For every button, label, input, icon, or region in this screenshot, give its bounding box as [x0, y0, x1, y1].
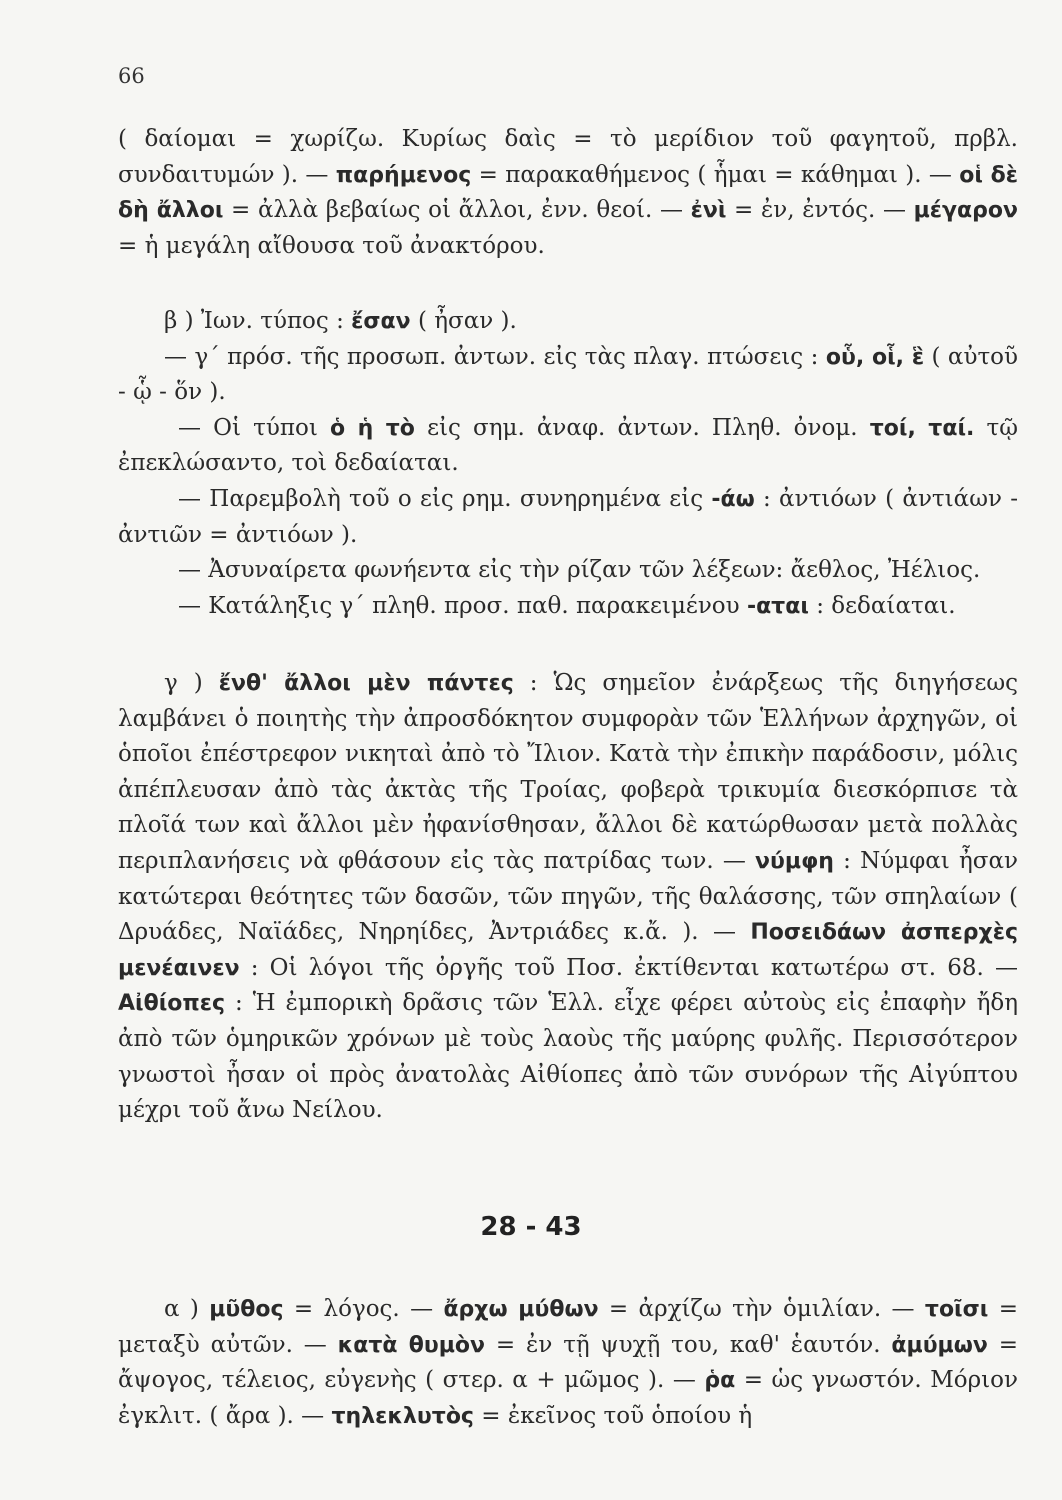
- term: Αἰθίοπες: [118, 991, 226, 1017]
- term: ἀμύμων: [891, 1332, 988, 1358]
- term: ἄρχω μύθων: [443, 1297, 599, 1322]
- commentary-block: [118, 666, 1018, 1129]
- gloss-text: β ) Ἰων. τύπος :: [164, 308, 352, 334]
- term: παρήμενος: [335, 162, 472, 188]
- gloss-text: = ἀρχίζω τὴν ὁμιλίαν. —: [598, 1296, 925, 1322]
- grammar-line: [118, 589, 1018, 625]
- gloss-text: = λόγος. —: [283, 1296, 444, 1322]
- grammar-line: [118, 340, 1018, 411]
- gloss-text: = ἐκεῖνος τοῦ ὁποίου ἡ: [473, 1402, 753, 1429]
- gloss-text: : Ἡ ἐμπορικὴ δρᾶσις τῶν Ἑλλ. εἶχε φέρει αὐτοὺς εἰς ἐπαφὴν ἤδη ἀπὸ τῶν ὁμηρικῶν χρόνων μὲ τοὺς λαοὺς τῆς μαύρης φυλῆς. Περισσότερον γνωστοὶ ἦσαν οἱ πρὸς ἀνατολὰς Αἰθίοπες ἀπὸ τῶν συνόρων τῆς Αἰγύπτου μέχρι τοῦ ἄνω Νείλου.: [118, 990, 1018, 1124]
- gloss-text: : Οἱ λόγοι τῆς ὀργῆς τοῦ Ποσ. ἐκτίθενται κατωτέρω στ. 68. —: [239, 954, 1018, 981]
- gloss-text: — Οἱ τύποι: [178, 414, 330, 441]
- gloss-text: = ἄψογος, τέλειος, εὐγενὴς ( στερ. α + μῶμος ). —: [118, 1331, 1018, 1394]
- grammar-notes-block: [118, 304, 1018, 624]
- gloss-text: = ἀλλὰ βεβαίως οἱ ἄλλοι, ἐνν. θεοί. —: [223, 197, 691, 224]
- gloss-text: : Νύμφαι ἦσαν κατώτεραι θεότητες τῶν δασῶν, τῶν πηγῶν, τῆς θαλάσσης, τῶν σπηλαίων ( Δρυάδες, Ναϊάδες, Νηρηίδες, Ἀντριάδες κ.ἄ. ). —: [118, 847, 1018, 946]
- gloss-text: : ἀντιόων ( ἀντιάων - ἀντιῶν = ἀντιόων ).: [118, 485, 1018, 548]
- gloss-text: : Ὡς σημεῖον ἐνάρξεως τῆς διηγήσεως λαμβάνει ὁ ποιητὴς τὴν ἀπροσδόκητον συμφορὰν τῶν Ἑλλήνων ἀρχηγῶν, οἱ ὁποῖοι ἐπέστρεφον νικηταὶ ἀπὸ τὸ Ἴλιον. Κατὰ τὴν ἐπικὴν παράδοσιν, μόλις ἀπέπλευσαν ἀπὸ τὰς ἀκτὰς τῆς Τροίας, φοβερὰ τρικυμία διεσκόρπισε τὰ πλοῖά των καὶ ἄλλοι μὲν ἠφανίσθησαν, ἄλλοι δὲ κατώρθωσαν μετὰ πολλὰς περιπλανήσεις νὰ φθάσουν εἰς τὰς πατρίδας των. —: [118, 670, 1019, 874]
- gloss-text: εἰς σημ. ἀναφ. ἀντων. Πληθ. ὀνομ.: [414, 414, 870, 441]
- gloss-text: = ἡ μεγάλη αἴθουσα τοῦ ἀνακτόρου.: [118, 232, 545, 259]
- gloss-text: = παρακαθήμενος ( ἧμαι = κάθημαι ). —: [471, 161, 960, 188]
- term: οἱ δὲ δὴ ἄλλοι: [118, 162, 1019, 224]
- term: -αται: [746, 593, 809, 619]
- term: ἔνθ' ἄλλοι μὲν πάντες: [218, 671, 514, 696]
- grammar-line: [118, 411, 1018, 482]
- term: ἔσαν: [351, 309, 411, 334]
- term: τηλεκλυτὸς: [331, 1403, 474, 1429]
- term: οὗ, οἷ, ἓ: [825, 344, 925, 370]
- term: μῦθος: [209, 1297, 284, 1322]
- gloss-text: ( δαίομαι = χωρίζω. Κυρίως δαὶς = τὸ μερίδιον τοῦ φαγητοῦ, πρβλ. συνδαιτυμών ). —: [118, 126, 1018, 188]
- gloss-text: τῷ ἐπεκλώσαντο, τοὶ δεδαίαται.: [118, 414, 1019, 477]
- term: ἐνὶ: [690, 198, 727, 224]
- gloss-text: = ὡς γνωστόν. Μόριον ἐγκλιτ. ( ἄρα ). —: [118, 1367, 1018, 1429]
- term: ῥα: [704, 1368, 736, 1394]
- gloss-text: = ἐν τῇ ψυχῇ του, καθ' ἑαυτόν.: [485, 1331, 892, 1358]
- term: νύμφη: [755, 848, 834, 874]
- gloss-text: — Κατάληξις γ΄ πληθ. προσ. παθ. παρακειμένου: [178, 592, 747, 619]
- page-number: 66: [118, 64, 145, 88]
- term: Ποσειδάων ἀσπερχὲς μενέαινεν: [118, 920, 1018, 981]
- term: -άω: [711, 486, 755, 512]
- paragraph: [118, 666, 1018, 1129]
- term: κατὰ θυμὸν: [337, 1332, 486, 1358]
- gloss-text: : δεδαίαται.: [808, 592, 956, 619]
- gloss-text: = ἐν, ἐντός. —: [726, 197, 914, 224]
- term: τοί, ταί.: [869, 415, 975, 441]
- term: τοῖσι: [924, 1297, 989, 1322]
- glossary-block-28-43: [118, 1292, 1018, 1434]
- gloss-text: γ ): [164, 670, 219, 696]
- gloss-text: α ): [164, 1296, 210, 1322]
- term: ὁ ἡ τὸ: [330, 415, 415, 441]
- gloss-text: — Παρεμβολὴ τοῦ ο εἰς ρημ. συνηρημένα εἰς: [178, 485, 712, 512]
- gloss-text: = μεταξὺ αὐτῶν. —: [118, 1296, 1018, 1358]
- grammar-line: [118, 482, 1018, 553]
- term: μέγαρον: [913, 198, 1018, 224]
- gloss-text: ( ἦσαν ).: [410, 308, 517, 334]
- gloss-text: — γ΄ πρόσ. τῆς προσωπ. ἀντων. εἰς τὰς πλαγ. πτώσεις :: [164, 343, 826, 370]
- paragraph: [118, 1292, 1018, 1434]
- section-heading: 28 - 43: [480, 1212, 582, 1242]
- glossary-block-intro: [118, 122, 1018, 264]
- gloss-text: — Ἀσυναίρετα φωνήεντα εἰς τὴν ρίζαν τῶν λέξεων: ἄεθλος, Ἠέλιος.: [178, 557, 981, 584]
- grammar-line: [118, 304, 1018, 340]
- paragraph: [118, 122, 1018, 264]
- gloss-text: ( αὐτοῦ - ᾧ - ὅν ).: [118, 343, 1019, 406]
- grammar-line: [118, 553, 1018, 589]
